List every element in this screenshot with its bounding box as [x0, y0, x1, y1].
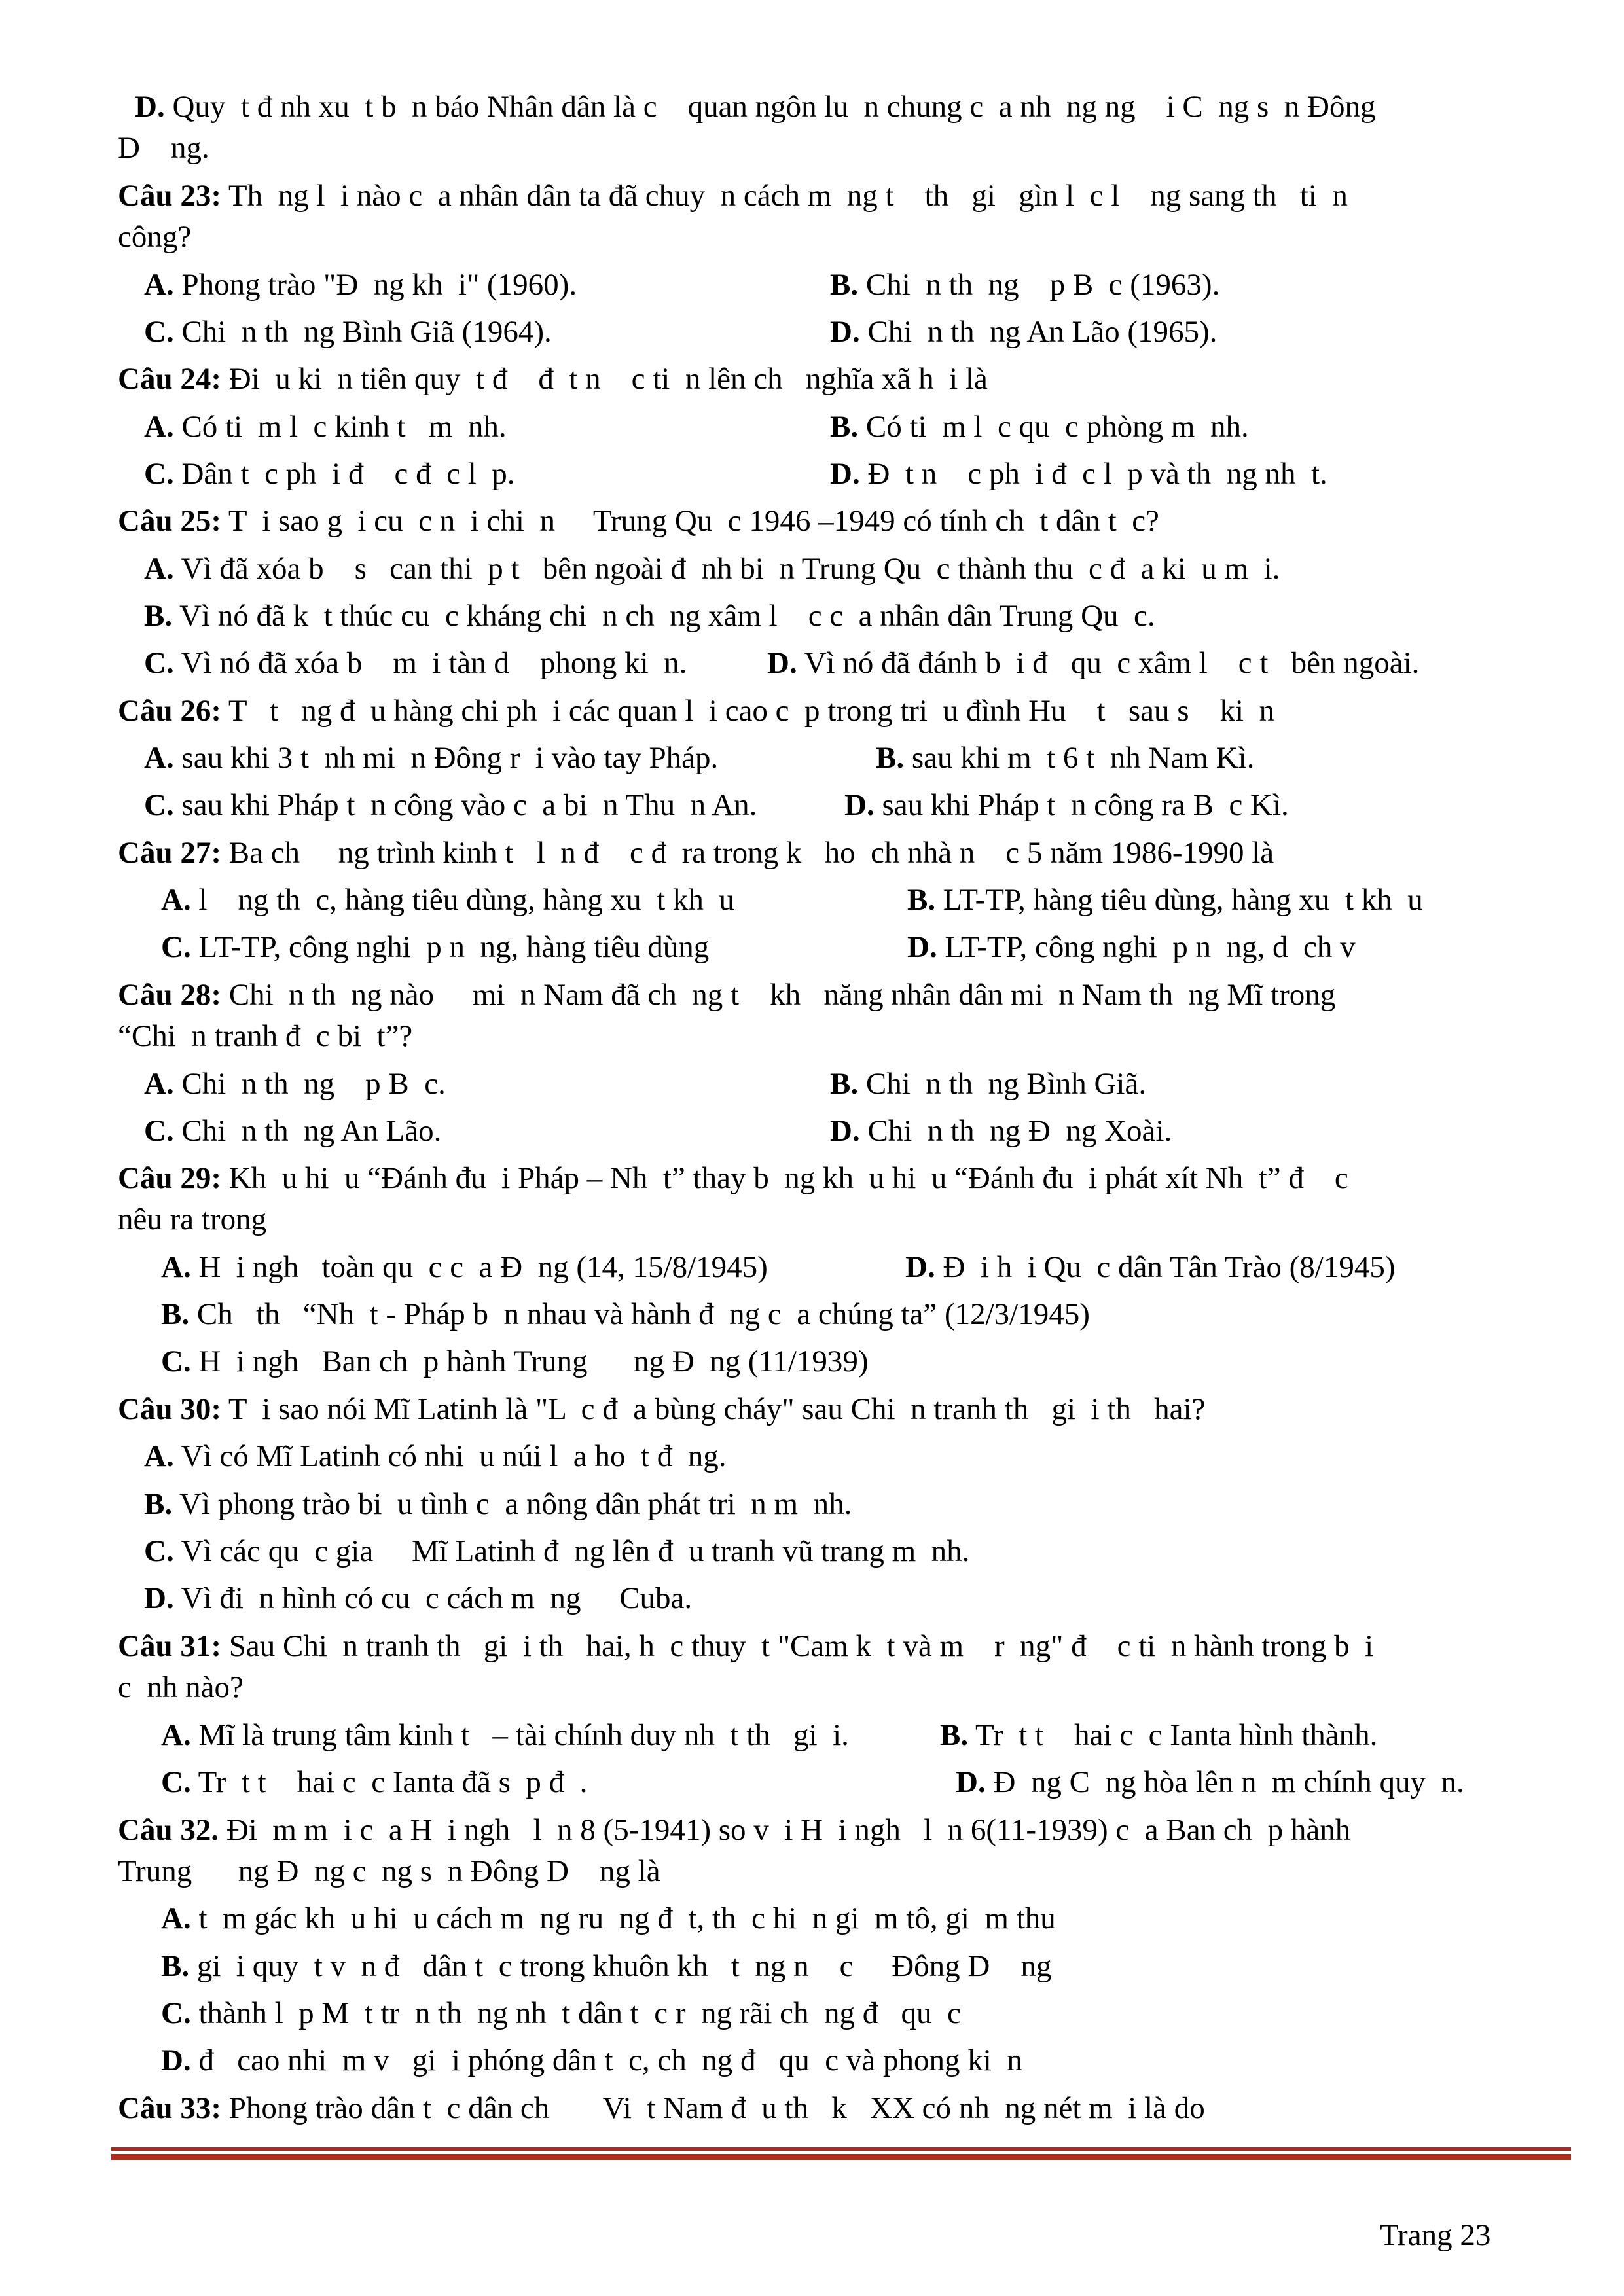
- option-line: [161, 1994, 961, 2033]
- option-label: A.: [144, 1439, 174, 1473]
- question-text: Ba ch ng trình kinh t l n đ c đ ra trong k ho ch nhà n c 5 năm 1986-1990 là: [228, 836, 1274, 870]
- option-text: Chi n th ng p B c (1963).: [865, 268, 1220, 302]
- option-text: Có ti m l c kinh t m nh.: [181, 410, 507, 444]
- option-line: [144, 643, 687, 683]
- question-line: [118, 2089, 1558, 2128]
- option-text: Chi n th ng Bình Giã.: [865, 1067, 1147, 1101]
- option-line: [144, 596, 1155, 636]
- option-label: C.: [161, 1765, 191, 1799]
- option-text: sau khi Pháp t n công ra B c Kì.: [882, 788, 1289, 822]
- question-label: Câu 31:: [118, 1629, 221, 1663]
- option-line: [161, 1342, 869, 1381]
- option-text: Vì nó đã k t thúc cu c kháng chi n ch ng xâm l c c a nhân dân Trung Qu c.: [179, 599, 1155, 633]
- option-label: A.: [161, 883, 191, 917]
- option-line: [144, 1484, 852, 1524]
- option-label: B.: [830, 410, 859, 444]
- option-label: A.: [144, 268, 174, 302]
- option-label: A.: [144, 552, 174, 586]
- option-text: Tr t t hai c c Ianta đã s p đ .: [198, 1765, 588, 1799]
- option-label: A.: [144, 1067, 174, 1101]
- question-label: Câu 33:: [118, 2091, 221, 2125]
- option-line: [144, 454, 515, 493]
- option-label: C.: [144, 788, 174, 822]
- line-text: Trung ng Đ ng c ng s n Đông D ng là: [118, 1854, 660, 1888]
- option-line: [144, 785, 757, 825]
- option-text: Dân t c ph i đ c đ c l p.: [181, 457, 515, 491]
- option-line: [876, 738, 1254, 778]
- option-label: B.: [907, 883, 936, 917]
- question-label: Câu 30:: [118, 1392, 221, 1426]
- option-label: D.: [907, 930, 937, 964]
- option-text: Tr t t hai c c Ianta hình thành.: [975, 1718, 1378, 1752]
- line-text: nêu ra trong: [118, 1202, 267, 1236]
- question-line: [118, 176, 1558, 215]
- option-text: thành l p M t tr n th ng nh t dân t c r ng rãi ch ng đ qu c: [198, 1996, 961, 2030]
- option-label: D.: [144, 1581, 174, 1615]
- option-text: Quy t đ nh xu t b n báo Nhân dân là c quan ngôn lu n chung c a nh ng ng i C ng s n Đông: [172, 90, 1376, 124]
- option-label: D.: [844, 788, 875, 822]
- option-text: sau khi 3 t nh mi n Đông r i vào tay Pháp.: [181, 741, 719, 775]
- option-label: D.: [830, 315, 860, 349]
- question-text: T i sao nói Mĩ Latinh là "L c đ a bùng cháy" sau Chi n tranh th gi i th hai?: [228, 1392, 1206, 1426]
- question-label: Câu 28:: [118, 978, 221, 1012]
- option-line: [161, 1899, 1056, 1938]
- option-text: Đ i h i Qu c dân Tân Trào (8/1945): [943, 1250, 1396, 1284]
- question-text: Chi n th ng nào mi n Nam đã ch ng t kh năng nhân dân mi n Nam th ng Mĩ trong: [228, 978, 1336, 1012]
- option-label: D.: [767, 646, 797, 680]
- question-label: Câu 24:: [118, 362, 221, 396]
- option-text: gi i quy t v n đ dân t c trong khuôn kh t ng n c Đông D ng: [196, 1949, 1052, 1983]
- option-label: A.: [144, 410, 174, 444]
- question-line: [118, 359, 1558, 399]
- question-line: [118, 1626, 1558, 1666]
- option-text: Vì nó đã đánh b i đ qu c xâm l c t bên ngoài.: [804, 646, 1420, 680]
- option-line: [161, 1295, 1090, 1334]
- option-text: l ng th c, hàng tiêu dùng, hàng xu t kh u: [198, 883, 734, 917]
- option-line: [144, 1111, 441, 1151]
- option-text: Vì đi n hình có cu c cách m ng Cuba.: [181, 1581, 693, 1615]
- option-text: sau khi m t 6 t nh Nam Kì.: [911, 741, 1255, 775]
- option-text: LT-TP, công nghi p n ng, hàng tiêu dùng: [198, 930, 710, 964]
- option-line: [844, 785, 1289, 825]
- option-label: D.: [135, 90, 165, 124]
- option-label: A.: [144, 741, 174, 775]
- option-line: [161, 1247, 768, 1287]
- option-label: D.: [956, 1765, 986, 1799]
- option-text: Vì các qu c gia Mĩ Latinh đ ng lên đ u tranh vũ trang m nh.: [181, 1534, 970, 1568]
- line-text: c nh nào?: [118, 1670, 244, 1704]
- option-line: [161, 1715, 849, 1755]
- question-line: [118, 833, 1558, 872]
- option-text: LT-TP, công nghi p n ng, d ch v: [945, 930, 1356, 964]
- option-label: D.: [830, 1114, 860, 1148]
- question-line: [118, 501, 1558, 541]
- option-line: [144, 1064, 446, 1103]
- option-line: [161, 2041, 1022, 2080]
- option-line: [940, 1715, 1377, 1755]
- option-line: [830, 1111, 1172, 1151]
- option-label: C.: [144, 1534, 174, 1568]
- question-label: Câu 23:: [118, 179, 221, 213]
- option-label: C.: [161, 1344, 191, 1378]
- option-text: Chi n th ng An Lão (1965).: [867, 315, 1218, 349]
- option-line: [135, 87, 1575, 126]
- question-text: Th ng l i nào c a nhân dân ta đã chuy n cách m ng t th gi gìn l c l ng sang th ti n: [228, 179, 1348, 213]
- option-line: [830, 1064, 1146, 1103]
- option-text: sau khi Pháp t n công vào c a bi n Thu n An.: [181, 788, 757, 822]
- question-label: Câu 26:: [118, 694, 221, 728]
- option-label: B.: [161, 1949, 190, 1983]
- footer-rule-bottom: [111, 2154, 1571, 2160]
- question-line: [118, 1390, 1558, 1429]
- option-text: Đ t n c ph i đ c l p và th ng nh t.: [867, 457, 1327, 491]
- option-label: B.: [144, 1487, 173, 1521]
- option-label: B.: [161, 1297, 190, 1331]
- question-label: Câu 32.: [118, 1813, 219, 1847]
- option-label: C.: [161, 1996, 191, 2030]
- question-text: T t ng đ u hàng chi ph i các quan l i cao c p trong tri u đình Hu t sau s ki n: [228, 694, 1275, 728]
- option-text: Phong trào "Đ ng kh i" (1960).: [181, 268, 577, 302]
- question-line: [118, 691, 1558, 730]
- option-line: [905, 1247, 1395, 1287]
- text-line: [118, 1852, 1558, 1891]
- question-line: [118, 1158, 1558, 1198]
- option-text: Có ti m l c qu c phòng m nh.: [865, 410, 1249, 444]
- option-label: B.: [830, 1067, 859, 1101]
- option-line: [161, 880, 734, 920]
- question-text: T i sao g i cu c n i chi n Trung Qu c 1946 –1949 có tính ch t dân t c?: [228, 504, 1159, 538]
- option-label: A.: [161, 1250, 191, 1284]
- page-number: Trang 23: [1380, 2218, 1491, 2252]
- line-text: “Chi n tranh đ c bi t”?: [118, 1019, 413, 1053]
- option-line: [144, 407, 507, 446]
- line-text: công?: [118, 220, 192, 254]
- line-text: D ng.: [118, 131, 209, 165]
- option-line: [144, 312, 552, 351]
- option-text: H i ngh Ban ch p hành Trung ng Đ ng (11/1939): [198, 1344, 869, 1378]
- option-text: Vì phong trào bi u tình c a nông dân phát tri n m nh.: [179, 1487, 852, 1521]
- option-line: [144, 265, 577, 304]
- option-text: t m gác kh u hi u cách m ng ru ng đ t, th c hi n gi m tô, gi m thu: [198, 1901, 1056, 1935]
- option-line: [907, 880, 1423, 920]
- option-text: Chi n th ng An Lão.: [181, 1114, 442, 1148]
- option-line: [830, 454, 1327, 493]
- option-label: D.: [161, 2043, 191, 2077]
- option-text: Vì đã xóa b s can thi p t bên ngoài đ nh bi n Trung Qu c thành thu c đ a ki u m i.: [181, 552, 1280, 586]
- question-text: Đi m m i c a H i ngh l n 8 (5-1941) so v i H i ngh l n 6(11-1939) c a Ban ch p hành: [226, 1813, 1351, 1847]
- option-label: D.: [830, 457, 860, 491]
- option-line: [830, 407, 1249, 446]
- option-text: Mĩ là trung tâm kinh t – tài chính duy nh t th gi i.: [198, 1718, 849, 1752]
- option-line: [161, 1946, 1051, 1986]
- option-line: [144, 549, 1280, 588]
- question-line: [118, 975, 1558, 1014]
- option-line: [956, 1763, 1464, 1802]
- option-label: C.: [144, 457, 174, 491]
- option-label: D.: [905, 1250, 935, 1284]
- option-text: Vì nó đã xóa b m i tàn d phong ki n.: [181, 646, 687, 680]
- option-label: B.: [940, 1718, 969, 1752]
- option-text: H i ngh toàn qu c c a Đ ng (14, 15/8/1945): [198, 1250, 768, 1284]
- option-line: [907, 927, 1356, 967]
- question-text: Phong trào dân t c dân ch Vi t Nam đ u th k XX có nh ng nét m i là do: [228, 2091, 1205, 2125]
- option-line: [144, 1437, 726, 1476]
- footer-rule-top: [111, 2147, 1571, 2151]
- option-label: A.: [161, 1718, 191, 1752]
- question-text: Kh u hi u “Đánh đu i Pháp – Nh t” thay b ng kh u hi u “Đánh đu i phát xít Nh t” đ c: [228, 1161, 1348, 1195]
- option-label: C.: [144, 1114, 174, 1148]
- option-label: B.: [830, 268, 859, 302]
- option-text: Chi n th ng Đ ng Xoài.: [867, 1114, 1172, 1148]
- option-label: B.: [144, 599, 173, 633]
- question-label: Câu 29:: [118, 1161, 221, 1195]
- option-text: LT-TP, hàng tiêu dùng, hàng xu t kh u: [943, 883, 1423, 917]
- option-line: [830, 265, 1219, 304]
- option-text: Ch th “Nh t - Pháp b n nhau và hành đ ng c a chúng ta” (12/3/1945): [196, 1297, 1090, 1331]
- text-line: [118, 128, 1558, 168]
- option-line: [161, 1763, 587, 1802]
- option-text: Chi n th ng p B c.: [181, 1067, 446, 1101]
- question-line: [118, 1810, 1558, 1850]
- option-text: đ cao nhi m v gi i phóng dân t c, ch ng đ qu c và phong ki n: [198, 2043, 1022, 2077]
- option-line: [830, 312, 1217, 351]
- option-label: C.: [144, 315, 174, 349]
- option-line: [161, 927, 709, 967]
- option-label: A.: [161, 1901, 191, 1935]
- option-line: [767, 643, 1419, 683]
- option-line: [144, 1532, 969, 1571]
- option-line: [144, 1579, 692, 1618]
- question-text: Đi u ki n tiên quy t đ đ t n c ti n lên ch nghĩa xã h i là: [228, 362, 988, 396]
- option-label: C.: [161, 930, 191, 964]
- option-text: Đ ng C ng hòa lên n m chính quy n.: [993, 1765, 1464, 1799]
- option-label: B.: [876, 741, 905, 775]
- option-label: C.: [144, 646, 174, 680]
- text-line: [118, 1668, 1558, 1707]
- question-label: Câu 25:: [118, 504, 221, 538]
- question-label: Câu 27:: [118, 836, 221, 870]
- option-text: Chi n th ng Bình Giã (1964).: [181, 315, 552, 349]
- text-line: [118, 217, 1558, 257]
- option-text: Vì có Mĩ Latinh có nhi u núi l a ho t đ ng.: [181, 1439, 727, 1473]
- option-line: [144, 738, 718, 778]
- text-line: [118, 1016, 1558, 1056]
- text-line: [118, 1200, 1558, 1239]
- question-text: Sau Chi n tranh th gi i th hai, h c thuy t "Cam k t và m r ng" đ c ti n hành trong b i: [228, 1629, 1374, 1663]
